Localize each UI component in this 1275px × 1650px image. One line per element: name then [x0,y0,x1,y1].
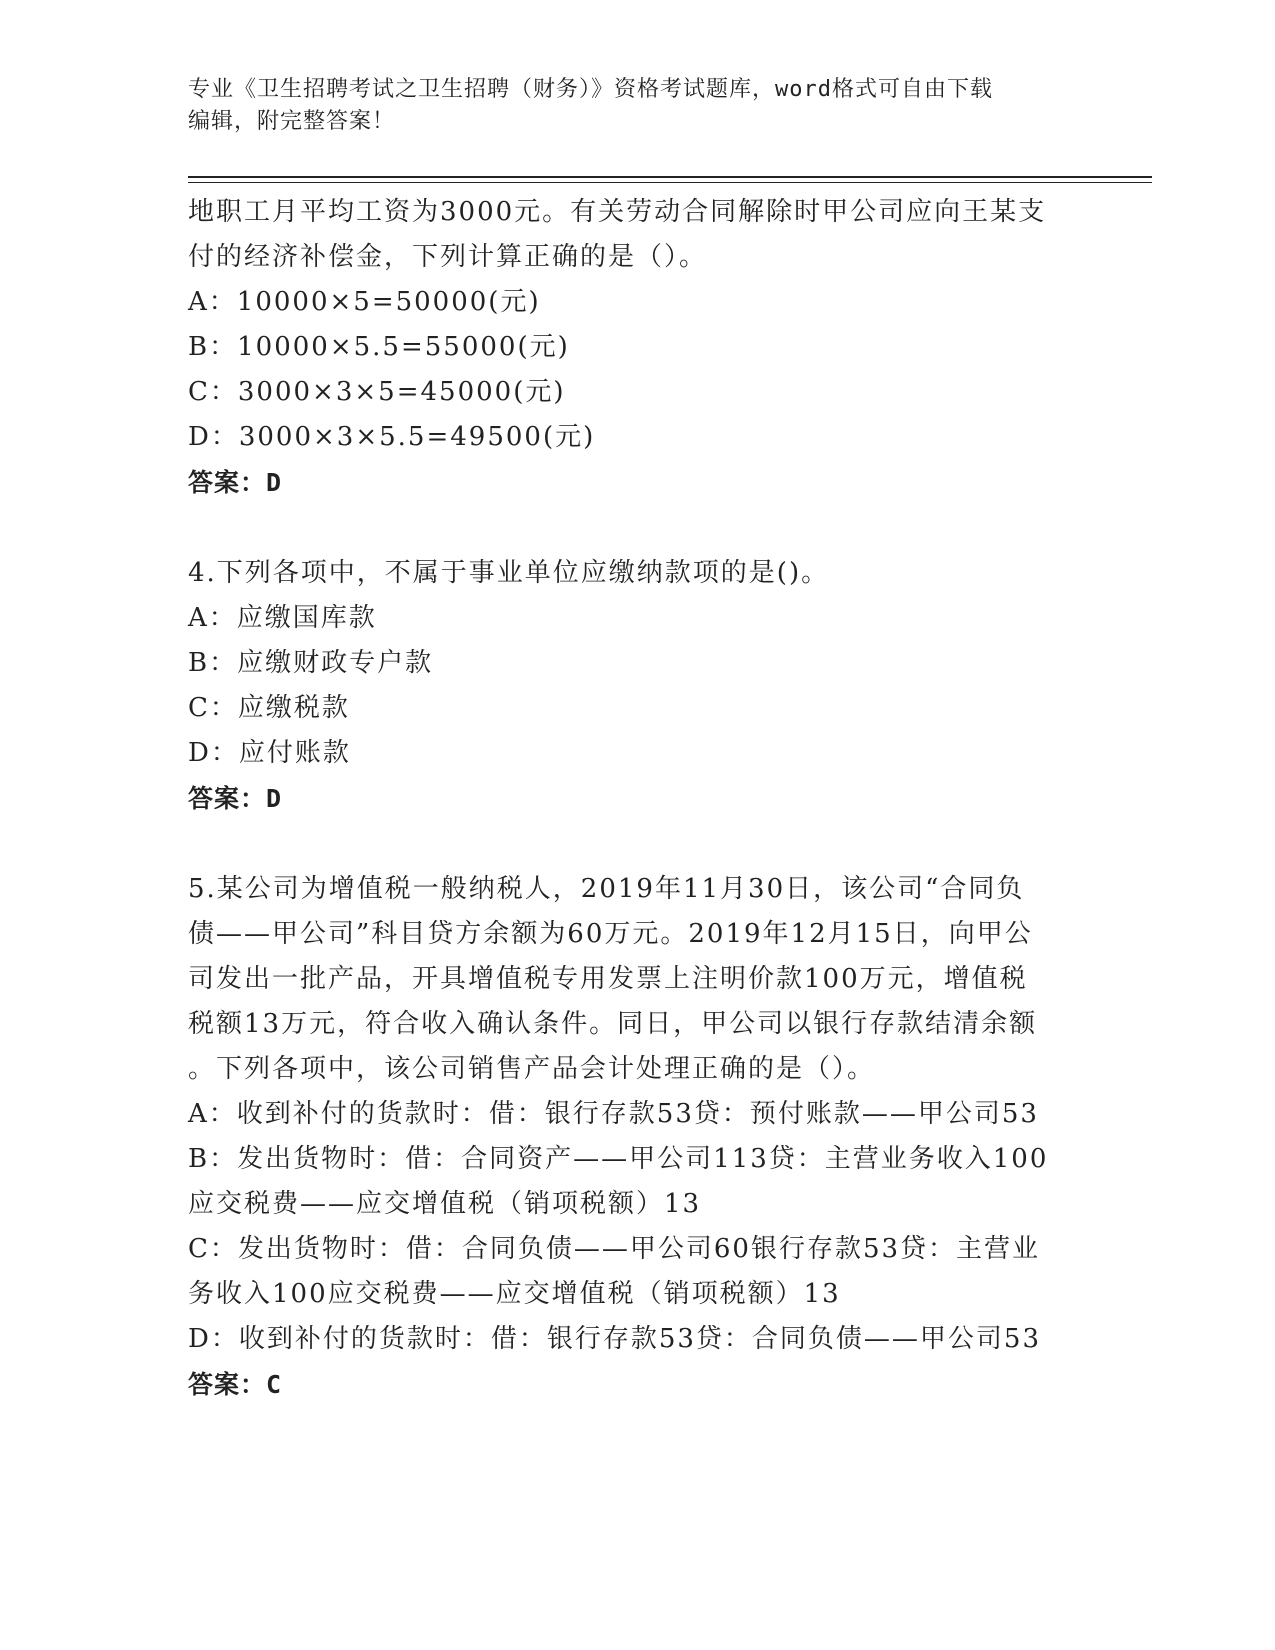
option-d: D：收到补付的货款时：借：银行存款53贷：合同负债——甲公司53 [188,1324,1042,1354]
question-stem-line: 地职工月平均工资为3000元。有关劳动合同解除时甲公司应向王某支 [188,197,1047,227]
option-c: C：发出货物时：借：合同负债——甲公司60银行存款53贷：主营业 [188,1234,1041,1264]
option-b: B：10000×5.5=55000(元) [188,332,570,362]
option-d: D：3000×3×5.5=49500(元) [188,422,596,452]
question-5 [188,867,1148,1407]
option-b: B：应缴财政专户款 [188,648,434,678]
question-stem-line: 4.下列各项中，不属于事业单位应缴纳款项的是()。 [188,558,830,588]
option-c: C：3000×3×5=45000(元) [188,377,566,407]
option-a: A：收到补付的货款时：借：银行存款53贷：预付账款——甲公司53 [188,1099,1039,1129]
option-b-continued: 应交税费——应交增值税（销项税额）13 [188,1189,702,1219]
header-divider-thick [188,176,1152,178]
question-stem-line: 债——甲公司”科目贷方余额为60万元。2019年12月15日，向甲公 [188,919,1033,949]
document-header [188,74,1088,138]
spacer [188,821,1148,867]
question-stem-line: 。下列各项中，该公司销售产品会计处理正确的是（）。 [188,1054,876,1084]
question-stem-line: 5.某公司为增值税一般纳税人，2019年11月30日，该公司“合同负 [188,874,1025,904]
question-stem-line: 付的经济补偿金，下列计算正确的是（）。 [188,242,708,272]
option-c: C：应缴税款 [188,693,350,723]
header-divider-thin [188,182,1152,183]
document-body [188,190,1148,1407]
question-stem-line: 税额13万元，符合收入确认条件。同日，甲公司以银行存款结清余额 [188,1009,1038,1039]
question-stem-line: 司发出一批产品，开具增值税专用发票上注明价款100万元，增值税 [188,964,1028,994]
answer-line: 答案：D [188,784,283,813]
answer-line: 答案：C [188,1370,283,1399]
spacer [188,505,1148,551]
option-a: A：10000×5=50000(元) [188,287,541,317]
question-3 [188,190,1148,505]
option-c-continued: 务收入100应交税费——应交增值税（销项税额）13 [188,1279,841,1309]
option-d: D：应付账款 [188,738,351,768]
header-line-1: 专业《卫生招聘考试之卫生招聘（财务）》资格考试题库，word格式可自由下载 [188,77,993,102]
answer-line: 答案：D [188,468,283,497]
option-b: B：发出货物时：借：合同资产——甲公司113贷：主营业务收入100 [188,1144,1049,1174]
header-line-2: 编辑，附完整答案！ [188,109,396,134]
option-a: A：应缴国库款 [188,603,377,633]
question-4 [188,551,1148,821]
